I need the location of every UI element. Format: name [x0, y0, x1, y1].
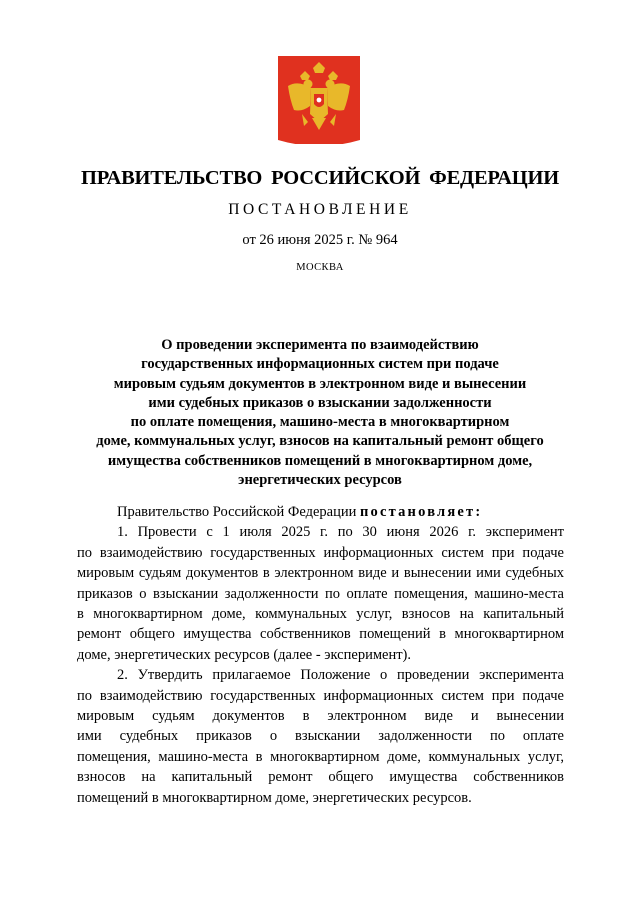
- item-1-line: доме, энергетических ресурсов (далее - эксперимент).: [77, 646, 411, 663]
- item-2-line: помещений в многоквартирном доме, энергетических ресурсов.: [77, 789, 472, 806]
- item-2-line: взносов на капитальный ремонт общего имущества собственников: [77, 769, 564, 786]
- document-city: МОСКВА: [296, 262, 344, 273]
- item-1-line: по взаимодействию государственных информационных систем при подаче: [77, 544, 564, 561]
- heading-line: О проведении эксперимента по взаимодействию: [161, 337, 479, 353]
- item-2-line: помещения, машино-места в многоквартирном доме, коммунальных услуг,: [77, 748, 564, 765]
- heading-line: энергетических ресурсов: [238, 472, 402, 489]
- document-body: [77, 502, 564, 808]
- heading-line: государственных информационных систем при подаче: [141, 356, 499, 373]
- item-2-line: ими судебных приказов о взыскании задолженности по оплате: [77, 728, 564, 745]
- document-heading: [80, 336, 560, 490]
- item-1-line: ремонт общего имущества собственников помещений в многоквартирном: [77, 626, 564, 643]
- heading-line: мировым судьям документов в электронном виде и вынесении: [113, 375, 527, 392]
- heading-line: ими судебных приказов о взыскании задолженности: [148, 394, 492, 411]
- item-1-line: приказов о взыскании задолженности по оплате помещения, машино-места: [77, 585, 564, 602]
- heading-line: по оплате помещения, машино-места в многоквартирном: [130, 414, 510, 431]
- item-1-line: в многоквартирном доме, коммунальных услуг, взносов на капитальный: [77, 606, 564, 623]
- preamble-text: Правительство Российской Федерации: [117, 504, 360, 520]
- item-1-line: мировым судьям документов в электронном виде и вынесении ими судебных: [77, 565, 564, 582]
- preamble: [77, 502, 564, 522]
- government-title: ПРАВИТЕЛЬСТВО РОССИЙСКОЙ ФЕДЕРАЦИИ: [81, 167, 559, 189]
- document-date-number: от 26 июня 2025 г. № 964: [242, 232, 398, 248]
- russian-coat-of-arms-icon: [278, 56, 360, 144]
- item-2-line: мировым судьям документов в электронном виде и вынесении: [77, 708, 564, 725]
- heading-line: доме, коммунальных услуг, взносов на капитальный ремонт общего: [96, 433, 544, 450]
- document-type: ПОСТАНОВЛЕНИЕ: [228, 201, 412, 218]
- item-2-line: 2. Утвердить прилагаемое Положение о проведении эксперимента: [117, 667, 564, 684]
- coat-of-arms-emblem: [278, 56, 360, 144]
- item-2-line: по взаимодействию государственных информационных систем при подаче: [77, 687, 564, 704]
- preamble-verb: постановляет:: [359, 504, 483, 520]
- heading-line: имущества собственников помещений в многоквартирном доме,: [107, 452, 533, 469]
- item-1-line: 1. Провести с 1 июля 2025 г. по 30 июня 2026 г. эксперимент: [117, 524, 564, 541]
